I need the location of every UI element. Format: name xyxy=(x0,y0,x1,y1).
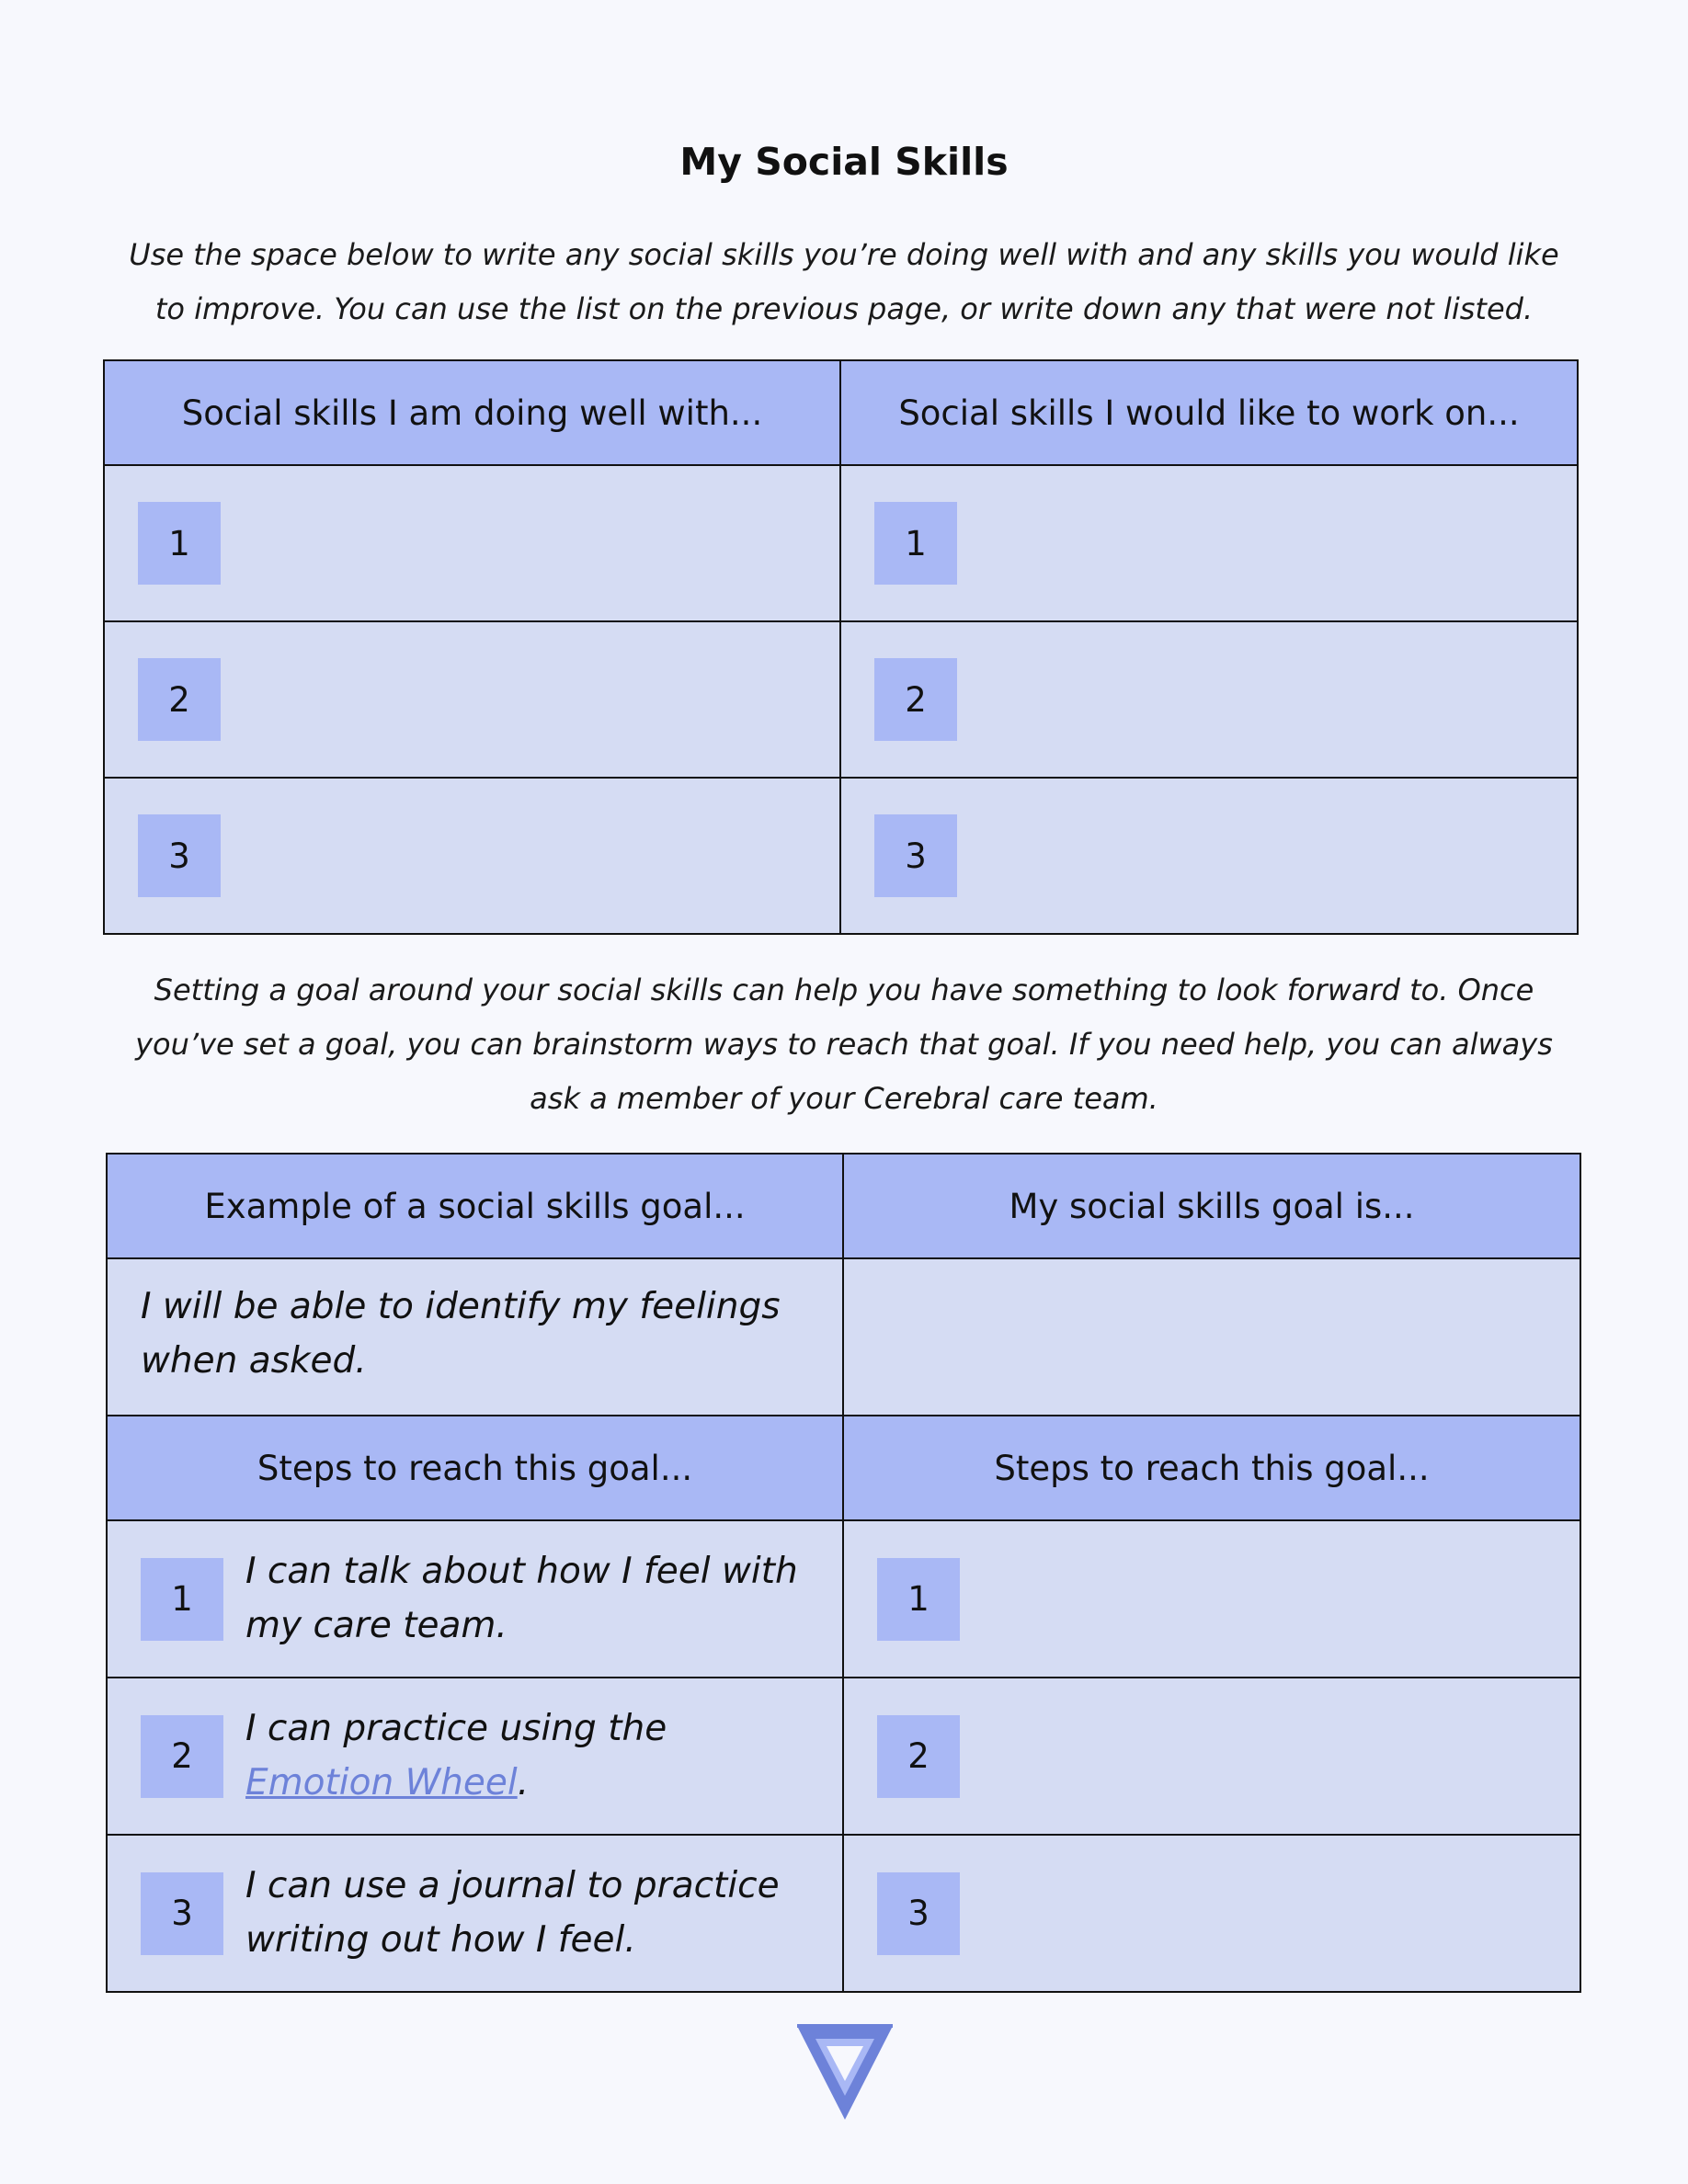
number-badge: 3 xyxy=(141,1872,223,1955)
example-step-text: I can practice using the Emotion Wheel. xyxy=(245,1708,667,1803)
example-step-1 xyxy=(107,1520,843,1678)
triangle-logo-icon xyxy=(793,2020,896,2123)
number-badge: 2 xyxy=(877,1715,960,1798)
example-goal-cell xyxy=(107,1258,843,1416)
number-badge: 1 xyxy=(874,502,957,585)
steps-header-mine: Steps to reach this goal... xyxy=(843,1416,1580,1520)
page-title: My Social Skills xyxy=(679,140,1009,184)
goal-table xyxy=(106,1153,1581,1993)
skills-entry-work-on-2[interactable] xyxy=(840,621,1578,778)
example-step-text: I can talk about how I feel with my care team. xyxy=(245,1551,798,1646)
my-goal-entry[interactable] xyxy=(843,1258,1580,1416)
intro-text xyxy=(101,228,1587,336)
number-badge: 3 xyxy=(138,814,221,897)
skills-entry-doing-well-1[interactable] xyxy=(104,465,840,621)
goal-intro-line: Setting a goal around your social skills can help you have something to look forward to. Once xyxy=(154,973,1534,1007)
my-step-entry-1[interactable] xyxy=(843,1520,1580,1678)
intro-line: to improve. You can use the list on the previous page, or write down any that were not listed. xyxy=(154,291,1534,326)
number-badge: 2 xyxy=(138,658,221,741)
number-badge: 1 xyxy=(877,1558,960,1641)
goal-header-example: Example of a social skills goal... xyxy=(107,1154,843,1258)
skills-entry-work-on-3[interactable] xyxy=(840,778,1578,934)
goal-header-mine: My social skills goal is... xyxy=(843,1154,1580,1258)
skills-header-work-on: Social skills I would like to work on... xyxy=(840,360,1578,465)
goal-intro-line: ask a member of your Cerebral care team. xyxy=(530,1081,1158,1116)
my-step-entry-3[interactable] xyxy=(843,1835,1580,1992)
number-badge: 3 xyxy=(874,814,957,897)
example-step-text: I can use a journal to practice writing out how I feel. xyxy=(245,1865,780,1961)
example-goal-text: I will be able to identify my feelings when asked. xyxy=(141,1286,781,1382)
number-badge: 1 xyxy=(138,502,221,585)
number-badge: 2 xyxy=(874,658,957,741)
steps-header-example: Steps to reach this goal... xyxy=(107,1416,843,1520)
intro-line: Use the space below to write any social skills you’re doing well with and any skills you would like xyxy=(129,237,1559,272)
goal-intro-text xyxy=(101,963,1587,1126)
skills-header-doing-well: Social skills I am doing well with... xyxy=(104,360,840,465)
my-step-entry-2[interactable] xyxy=(843,1678,1580,1835)
number-badge: 3 xyxy=(877,1872,960,1955)
example-step-2 xyxy=(107,1678,843,1835)
skills-table xyxy=(103,359,1579,935)
skills-entry-doing-well-3[interactable] xyxy=(104,778,840,934)
number-badge: 1 xyxy=(141,1558,223,1641)
skills-entry-work-on-1[interactable] xyxy=(840,465,1578,621)
emotion-wheel-link[interactable]: Emotion Wheel xyxy=(245,1762,518,1803)
skills-entry-doing-well-2[interactable] xyxy=(104,621,840,778)
goal-intro-line: you’ve set a goal, you can brainstorm ways to reach that goal. If you need help, you can always xyxy=(135,1027,1553,1062)
number-badge: 2 xyxy=(141,1715,223,1798)
example-step-3 xyxy=(107,1835,843,1992)
